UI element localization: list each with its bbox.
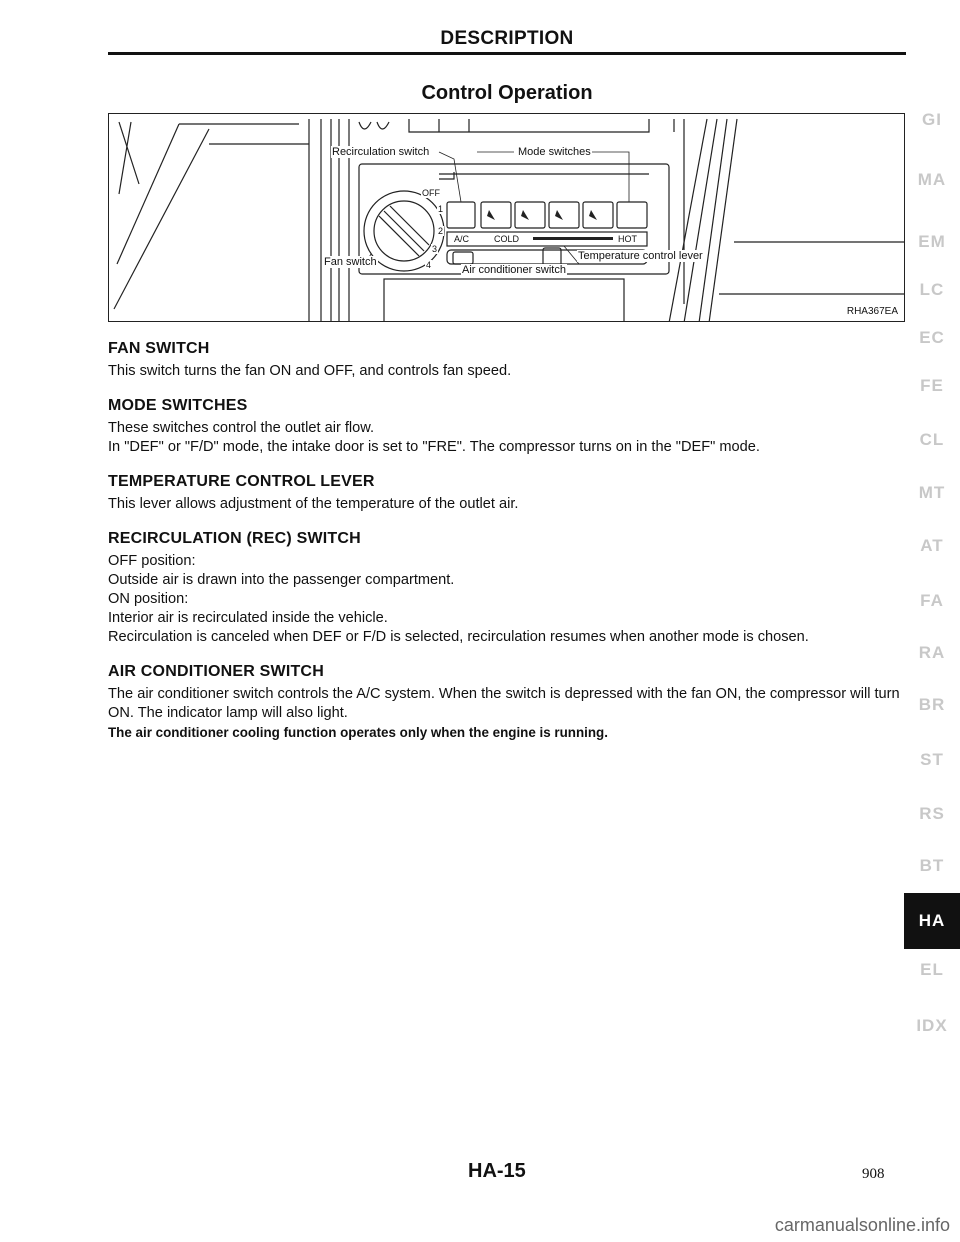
paragraph: Outside air is drawn into the passenger compartment. bbox=[108, 572, 455, 588]
fan-switch-section bbox=[108, 340, 908, 381]
tab-at[interactable]: AT bbox=[920, 536, 944, 555]
section-heading: MODE SWITCHES bbox=[108, 397, 248, 414]
paragraph: Interior air is recirculated inside the vehicle. bbox=[108, 610, 388, 626]
paragraph: ON position: bbox=[108, 591, 189, 607]
label-cold: COLD bbox=[494, 234, 520, 244]
tab-rs[interactable]: RS bbox=[919, 804, 945, 823]
label-temperature-control-lever: Temperature control lever bbox=[578, 250, 703, 262]
paragraph: Recirculation is canceled when DEF or F/D is selected, recirculation resumes when another mode is chosen. bbox=[108, 629, 809, 645]
section-heading: AIR CONDITIONER SWITCH bbox=[108, 663, 324, 680]
label-2: 2 bbox=[438, 226, 444, 236]
label-air-conditioner-switch: Air conditioner switch bbox=[462, 264, 566, 276]
label-hot: HOT bbox=[618, 234, 637, 244]
label-off: OFF bbox=[422, 188, 440, 198]
watermark: carmanualsonline.info bbox=[774, 1215, 950, 1235]
figure-code: RHA367EA bbox=[846, 306, 898, 317]
tab-br[interactable]: BR bbox=[918, 695, 946, 714]
page-label: HA-15 bbox=[468, 1160, 526, 1182]
control-panel-drawing bbox=[109, 114, 905, 322]
tab-cl[interactable]: CL bbox=[919, 430, 945, 449]
mode-switches-section bbox=[108, 397, 908, 457]
tab-ra[interactable]: RA bbox=[918, 643, 946, 662]
tab-mt[interactable]: MT bbox=[918, 483, 946, 502]
paragraph: This switch turns the fan ON and OFF, and controls fan speed. bbox=[108, 363, 512, 379]
bold-note: The air conditioner cooling function operates only when the engine is running. bbox=[108, 725, 608, 740]
tab-fe[interactable]: FE bbox=[920, 376, 944, 395]
section-title: Control Operation bbox=[421, 82, 593, 104]
air-conditioner-switch-section bbox=[108, 663, 908, 742]
section-heading: RECIRCULATION (REC) SWITCH bbox=[108, 530, 361, 547]
label-3: 3 bbox=[432, 244, 438, 254]
paragraph: OFF position: bbox=[108, 553, 196, 569]
tab-st[interactable]: ST bbox=[920, 750, 944, 769]
tab-ma[interactable]: MA bbox=[917, 170, 947, 189]
page-header: DESCRIPTION bbox=[440, 28, 574, 49]
tab-ec[interactable]: EC bbox=[919, 328, 945, 347]
tab-bt[interactable]: BT bbox=[919, 856, 945, 875]
section-heading: FAN SWITCH bbox=[108, 340, 210, 357]
recirculation-switch-section bbox=[108, 530, 908, 647]
label-4: 4 bbox=[426, 260, 432, 270]
label-fan-switch: Fan switch bbox=[324, 256, 377, 268]
label-recirculation-switch: Recirculation switch bbox=[332, 146, 430, 158]
control-panel-figure bbox=[108, 113, 905, 322]
tab-gi[interactable]: GI bbox=[922, 110, 942, 129]
tab-el[interactable]: EL bbox=[920, 960, 944, 979]
content bbox=[108, 340, 908, 758]
label-mode-switches: Mode switches bbox=[518, 146, 591, 158]
tab-ha-active[interactable]: HA bbox=[904, 893, 960, 949]
label-1: 1 bbox=[438, 204, 444, 214]
paragraph: This lever allows adjustment of the temperature of the outlet air. bbox=[108, 496, 519, 512]
tab-lc[interactable]: LC bbox=[919, 280, 945, 299]
paragraph: The air conditioner switch controls the A/C system. When the switch is depressed with the fan ON, the compressor will turn ON. The indicator lamp will also light. bbox=[108, 686, 900, 721]
paragraph: In "DEF" or "F/D" mode, the intake door is set to "FRE". The compressor turns on in the "DEF" mode. bbox=[108, 439, 760, 455]
tab-em[interactable]: EM bbox=[918, 232, 946, 251]
header-rule bbox=[108, 52, 906, 55]
section-heading: TEMPERATURE CONTROL LEVER bbox=[108, 473, 375, 490]
label-ac: A/C bbox=[454, 234, 470, 244]
temperature-control-lever-section bbox=[108, 473, 908, 514]
tab-idx[interactable]: IDX bbox=[916, 1016, 948, 1035]
paragraph: These switches control the outlet air flow. bbox=[108, 420, 375, 436]
tab-fa[interactable]: FA bbox=[920, 591, 944, 610]
page-number: 908 bbox=[862, 1166, 885, 1182]
